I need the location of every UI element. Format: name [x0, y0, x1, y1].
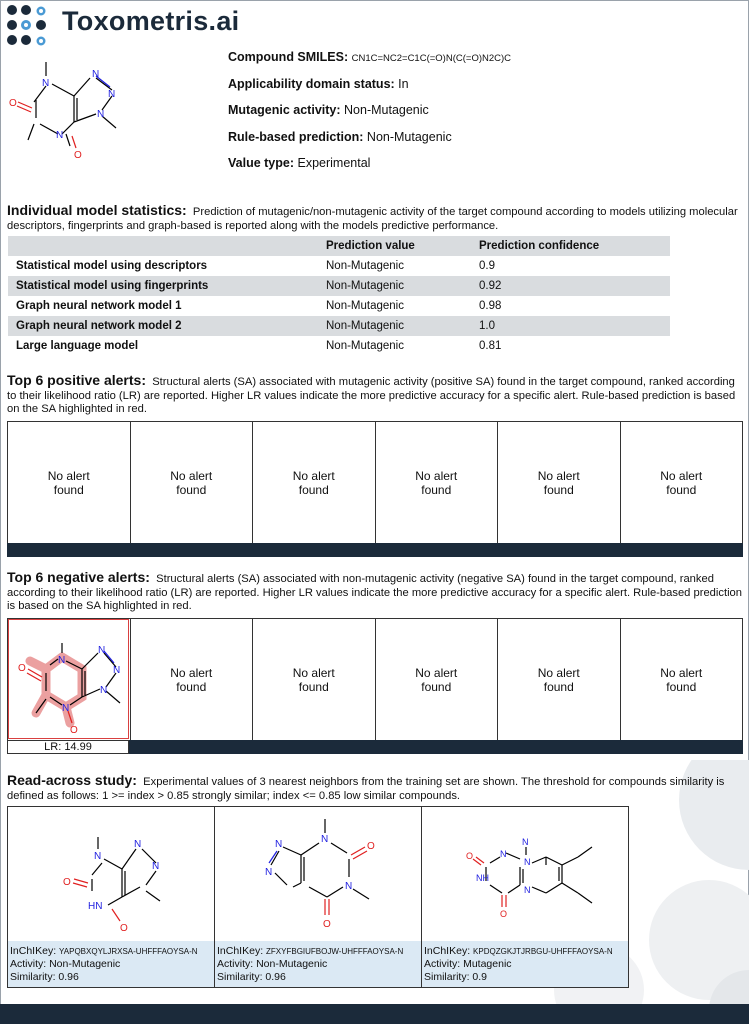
neighbor-structure [8, 807, 214, 941]
svg-text:N: N [524, 885, 531, 895]
negative-alerts-header [7, 571, 742, 614]
negative-alert-cell: No alert found [253, 619, 376, 741]
svg-text:N: N [97, 109, 105, 120]
positive-alerts-header [7, 374, 742, 417]
table-row: Statistical model using descriptors Non-Mutagenic 0.9 [16, 260, 495, 272]
lr-label: LR: 14.99 [7, 740, 129, 754]
neighbor-inchikey: InChIKey: KPDQZGKJTJRBGU-UHFFFAOYSA-N [424, 945, 613, 957]
svg-text:O: O [9, 98, 17, 109]
table-row: Statistical model using fingerprints Non-Mutagenic 0.92 [8, 276, 670, 296]
svg-text:N: N [275, 839, 283, 850]
svg-text:O: O [69, 725, 78, 736]
target-compound-structure [6, 56, 136, 166]
highlight-frame [8, 619, 129, 739]
table-row: Graph neural network model 1 Non-Mutagenic 0.98 [16, 300, 502, 312]
neighbor-activity: Activity: Mutagenic [424, 958, 512, 970]
positive-alert-cell: No alert found [253, 422, 376, 544]
negative-alerts-grid [7, 618, 743, 742]
svg-text:O: O [74, 150, 82, 161]
svg-text:NH: NH [476, 873, 489, 883]
positive-alerts-description: Structural alerts (SA) associated with mutagenic activity (positive SA) found in the target compound, ranked according to their likelihood ratio (LR) are reported. Higher LR values indicate the more predictive accuracy for a specific alert. Rule-based prediction is based on the SA highlighted in red. [7, 376, 736, 415]
svg-text:N: N [42, 78, 50, 89]
svg-text:N: N [345, 881, 353, 892]
neighbor-structure [422, 807, 628, 941]
readacross-description: Experimental values of 3 nearest neighbors from the training set are shown. The threshold for compounds similarity is defined as follows: 1 >= index > 0.85 strongly similar; index <= 0.85 low similar compounds. [7, 776, 725, 802]
neighbor-info [422, 941, 628, 987]
value-type-row: Value type: Experimental [228, 156, 371, 170]
positive-alert-cell: No alert found [376, 422, 499, 544]
positive-alert-cell: No alert found [660, 469, 703, 497]
svg-text:N: N [522, 837, 529, 847]
neighbor-card [215, 807, 422, 987]
neighbor-similarity: Similarity: 0.96 [10, 971, 79, 983]
svg-text:O: O [367, 841, 375, 852]
positive-alert-cell: No alert found [131, 422, 254, 544]
stats-description: Prediction of mutagenic/non-mutagenic activity of the target compound according to models utilizing molecular descriptors, fingerprints and graph-based is reported along with the models predictive performance. [7, 206, 738, 232]
positive-alerts-grid [7, 421, 743, 545]
neighbor-inchikey: InChIKey: YAPQBXQYLJRXSA-UHFFFAOYSA-N [10, 945, 198, 957]
positive-alert-cell: No alert found [498, 422, 621, 544]
compound-info [228, 44, 511, 177]
negative-alert-cell: No alert found [376, 619, 499, 741]
negative-alert-cell-highlighted [8, 619, 131, 741]
ad-status-row: Applicability domain status: In [228, 76, 409, 91]
negative-alert-cell: No alert found [131, 619, 254, 741]
negative-alerts-title: Top 6 negative alerts: [7, 569, 150, 585]
negative-alerts-description: Structural alerts (SA) associated with non-mutagenic activity (negative SA) found in the target compound, ranked according to their likelihood ratio (LR) are reported. Higher LR values indicate the more predictive accuracy for a specific alert. Rule-based prediction is based on the SA highlighted in red. [7, 573, 743, 612]
col-prediction-value: Prediction value [318, 236, 471, 256]
positive-alert-cell: No alert found [8, 422, 131, 544]
table-header-row [8, 236, 670, 256]
model-statistics-table [8, 236, 670, 356]
svg-text:N: N [56, 130, 64, 141]
readacross-grid [7, 806, 629, 988]
svg-text:O: O [17, 663, 26, 674]
mutagenic-activity-row: Mutagenic activity: Non-Mutagenic [228, 103, 429, 117]
svg-text:N: N [57, 655, 65, 666]
neighbor-inchikey: InChIKey: ZFXYFBGIUFBOJW-UHFFFAOYSA-N [217, 945, 404, 957]
svg-text:O: O [323, 919, 331, 930]
brand-name: Toxometris.ai [62, 6, 240, 36]
positive-alerts-footer-bar [7, 543, 743, 557]
brand-logo-icon [5, 4, 49, 48]
negative-alert-cell: No alert found [660, 666, 703, 694]
positive-alerts-title: Top 6 positive alerts: [7, 372, 146, 388]
neighbor-card [422, 807, 628, 987]
svg-text:O: O [500, 909, 508, 919]
col-prediction-confidence: Prediction confidence [471, 236, 670, 256]
neighbor-info [8, 941, 214, 987]
table-row: Large language model Non-Mutagenic 0.81 [16, 340, 502, 352]
svg-text:N: N [112, 665, 120, 676]
svg-text:N: N [152, 861, 160, 872]
svg-text:N: N [500, 849, 507, 859]
smiles-value: CN1C=NC2=C1C(=O)N(C(=O)N2C)C [351, 53, 512, 64]
table-row: Graph neural network model 2 Non-Mutagenic 1.0 [8, 316, 670, 336]
svg-text:N: N [94, 851, 102, 862]
neighbor-similarity: Similarity: 0.9 [424, 971, 488, 983]
neighbor-structure [215, 807, 421, 941]
neighbor-activity: Activity: Non-Mutagenic [10, 958, 121, 970]
smiles-row: Compound SMILES: CN1C=NC2=C1C(=O)N(C(=O)N2C)C [228, 50, 512, 64]
neighbor-card [8, 807, 215, 987]
svg-text:N: N [97, 645, 105, 656]
svg-text:N: N [99, 685, 107, 696]
svg-text:N: N [92, 69, 100, 80]
readacross-header [7, 774, 742, 803]
readacross-title: Read-across study: [7, 772, 137, 788]
negative-alert-cell: No alert found [498, 619, 621, 741]
svg-text:N: N [61, 703, 69, 714]
svg-text:N: N [265, 867, 273, 878]
svg-text:N: N [108, 89, 116, 100]
svg-text:O: O [120, 923, 128, 934]
stats-section-header [7, 204, 742, 233]
stats-title: Individual model statistics: [7, 202, 187, 218]
neighbor-info [215, 941, 421, 987]
footer-bar [0, 1004, 749, 1024]
neighbor-activity: Activity: Non-Mutagenic [217, 958, 328, 970]
rule-prediction-row: Rule-based prediction: Non-Mutagenic [228, 129, 452, 144]
svg-text:N: N [321, 834, 329, 845]
svg-text:HN: HN [88, 901, 103, 912]
svg-text:N: N [524, 857, 531, 867]
svg-text:N: N [134, 839, 142, 850]
svg-text:O: O [63, 877, 71, 888]
neighbor-similarity: Similarity: 0.96 [217, 971, 286, 983]
svg-text:O: O [466, 851, 474, 861]
